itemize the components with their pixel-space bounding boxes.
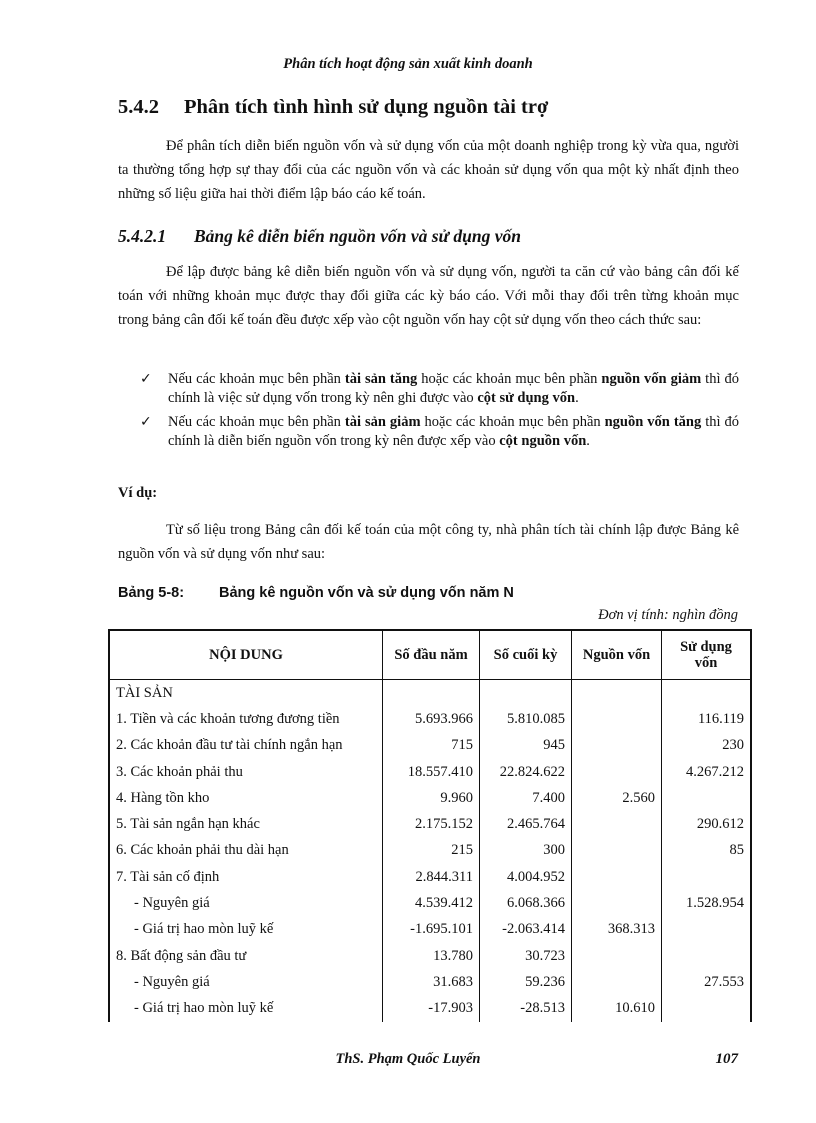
table-row: - Giá trị hao mòn luỹ kế -1.695.101 -2.063.414 368.313 xyxy=(109,917,751,943)
subsection-title: Bảng kê diễn biến nguồn vốn và sử dụng vốn xyxy=(194,226,521,246)
checkmark-icon: ✓ xyxy=(140,414,152,430)
funds-table xyxy=(108,629,752,1022)
section-intro: Để phân tích diễn biến nguồn vốn và sử dụng vốn của một doanh nghiệp trong kỳ vừa qua, người ta thường tổng hợp sự thay đổi của các nguồn vốn và các khoản sử dụng vốn qua một kỳ nhất định theo những số liệu giữa hai thời điểm lập báo cáo kế toán. xyxy=(118,138,739,202)
section-heading xyxy=(118,96,548,119)
table-row: 1. Tiền và các khoản tương đương tiền 5.693.966 5.810.085 116.119 xyxy=(109,706,751,732)
section-number: 5.4.2 xyxy=(118,96,159,118)
table-row: 3. Các khoản phải thu 18.557.410 22.824.622 4.267.212 xyxy=(109,759,751,785)
example-paragraph: Từ số liệu trong Bảng cân đối kế toán của một công ty, nhà phân tích tài chính lập được Bảng kê nguồn vốn và sử dụng vốn như sau: xyxy=(118,522,739,562)
header-so-dau-nam: Số đầu năm xyxy=(383,630,480,680)
table-row: 7. Tài sản cố định 2.844.311 4.004.952 xyxy=(109,864,751,890)
page-number: 107 xyxy=(715,1051,738,1067)
header-su-dung-von: Sử dụng vốn xyxy=(662,630,752,680)
table-row: TÀI SẢN xyxy=(109,680,751,707)
rule-item: ✓ Nếu các khoản mục bên phần tài sản giảm hoặc các khoản mục bên phần nguồn vốn tăng thì đó chính là diễn biến nguồn vốn trong kỳ nên được xếp vào cột nguồn vốn. xyxy=(140,414,740,449)
table-row: 2. Các khoản đầu tư tài chính ngắn hạn 715 945 230 xyxy=(109,733,751,759)
running-header: Phân tích hoạt động sản xuất kinh doanh xyxy=(283,56,533,72)
table-row: - Nguyên giá 4.539.412 6.068.366 1.528.954 xyxy=(109,890,751,916)
rule-item: ✓ Nếu các khoản mục bên phần tài sản tăng hoặc các khoản mục bên phần nguồn vốn giảm thì đó chính là việc sử dụng vốn trong kỳ nên ghi được vào cột sử dụng vốn. xyxy=(140,371,739,406)
example-label: Ví dụ: xyxy=(118,485,158,501)
table-header-row xyxy=(109,630,751,680)
subsection-number: 5.4.2.1 xyxy=(118,226,167,246)
rule-list xyxy=(140,370,739,456)
header-noi-dung: NỘI DUNG xyxy=(109,630,383,680)
header-so-cuoi-ky: Số cuối kỳ xyxy=(480,630,572,680)
table-row: 8. Bất động sản đầu tư 13.780 30.723 xyxy=(109,943,751,969)
unit-note: Đơn vị tính: nghìn đồng xyxy=(598,607,738,623)
section-title: Phân tích tình hình sử dụng nguồn tài trợ xyxy=(184,96,549,118)
table-caption xyxy=(118,585,514,601)
table-row: - Giá trị hao mòn luỹ kế -17.903 -28.513 10.610 xyxy=(109,996,751,1022)
table-row: 4. Hàng tồn kho 9.960 7.400 2.560 xyxy=(109,785,751,811)
table-row: 6. Các khoản phải thu dài hạn 215 300 85 xyxy=(109,838,751,864)
subsection-paragraph: Để lập được bảng kê diễn biến nguồn vốn và sử dụng vốn, người ta căn cứ vào bảng cân đối kế toán với những khoản mục được thay đổi giữa các kỳ báo cáo. Với mỗi thay đổi trên từng khoản mục trong bảng cân đối kế toán đều được xếp vào cột nguồn vốn hay cột sử dụng vốn theo cách thức sau: xyxy=(118,264,739,328)
footer-author: ThS. Phạm Quốc Luyến xyxy=(335,1051,481,1067)
table-row: - Nguyên giá 31.683 59.236 27.553 xyxy=(109,969,751,995)
header-nguon-von: Nguồn vốn xyxy=(572,630,662,680)
table-caption-label: Bảng 5-8: xyxy=(118,585,185,601)
table-caption-title: Bảng kê nguồn vốn và sử dụng vốn năm N xyxy=(219,585,514,601)
subsection-heading xyxy=(118,226,521,247)
checkmark-icon: ✓ xyxy=(140,371,152,387)
table-row: 5. Tài sản ngắn hạn khác 2.175.152 2.465.764 290.612 xyxy=(109,811,751,837)
